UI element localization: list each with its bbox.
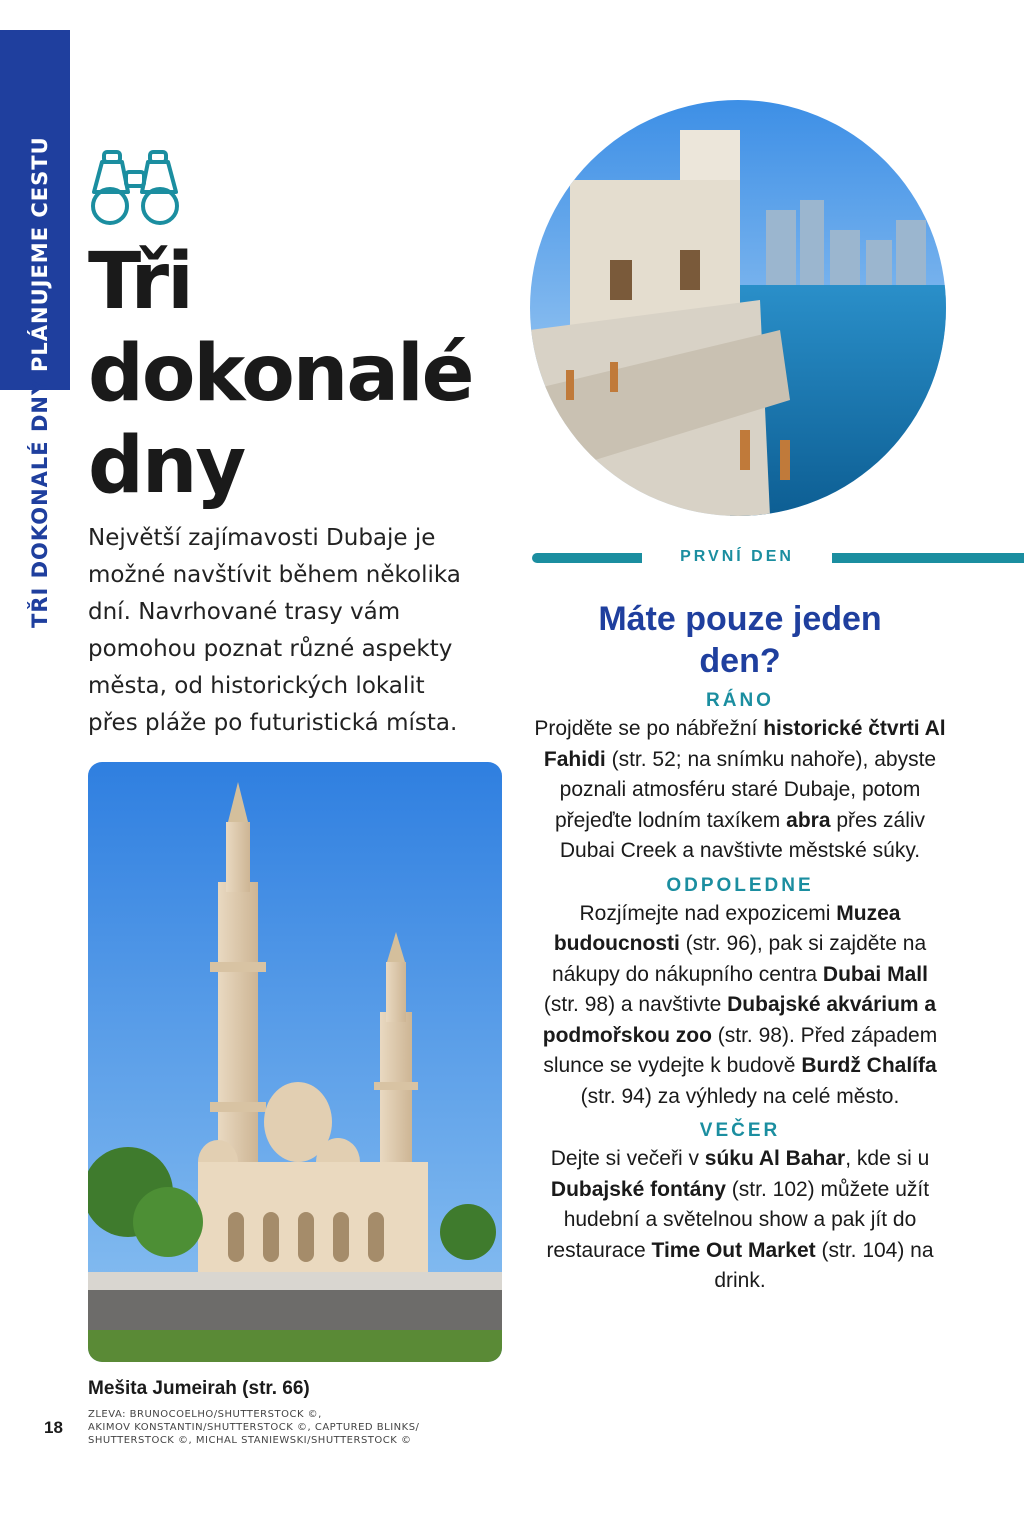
intro-line: dní. Navrhované trasy vám [88, 599, 401, 625]
photo-credits [88, 1408, 508, 1447]
title-line: dokonalé [88, 329, 473, 419]
subsection-tab-label: TŘI DOKONALÉ DNY [28, 378, 52, 628]
title-line: Tři [88, 237, 192, 327]
morning-text [532, 714, 948, 867]
mosque-caption: Mešita Jumeirah (str. 66) [88, 1378, 310, 1399]
highlight: Dubai Mall [822, 962, 928, 986]
binoculars-icon [88, 148, 182, 226]
mosque-illustration [88, 762, 502, 1362]
intro-line: přes pláže po futuristická místa. [88, 710, 458, 736]
text-run: Rozjímejte nad expozicemi [579, 901, 837, 925]
bar-right [832, 553, 1024, 563]
evening-text [532, 1144, 948, 1297]
text-run: (str. 96), pak si zajděte na nákupy do nákupního centra [552, 932, 927, 986]
text-run: (str. 102) můžete užít hudební a světelnou show a pak jít do restaurace [546, 1177, 930, 1262]
intro-line: pomohou poznat různé aspekty [88, 636, 453, 662]
text-run: (str. 52; na snímku nahoře), abyste poznali atmosféru staré Dubaje, potom přejeďte lodním taxíkem [554, 747, 937, 832]
page-number: 18 [44, 1418, 63, 1437]
intro-line: města, od historických lokalit [88, 673, 425, 699]
credit-line: AKIMOV KONSTANTIN/SHUTTERSTOCK ©, CAPTURED BLINKS/ [88, 1422, 420, 1433]
creek-illustration [530, 100, 946, 516]
text-run: (str. 94) za výhledy na celé město. [580, 1084, 900, 1108]
text-run: (str. 98) a navštivte [543, 993, 728, 1016]
day-header-bar [532, 548, 1024, 568]
text-run: (str. 98). Před západem slunce se vydejte k budově [543, 1023, 938, 1077]
day-title [532, 598, 948, 682]
itinerary [532, 598, 948, 1297]
text-run: Projděte se po nábřežní [534, 717, 764, 740]
text-run: přes záliv Dubai Creek a navštivte městské súky. [559, 808, 926, 862]
intro-line: Největší zajímavosti Dubaje je [88, 525, 436, 551]
highlight: Muzea budoucnosti [553, 901, 901, 955]
afternoon-heading: ODPOLEDNE [666, 874, 814, 896]
al-fahidi-photo [530, 100, 946, 516]
section-tab-label: PLÁNUJEME CESTU [28, 136, 52, 372]
title-line: dny [88, 421, 245, 511]
highlight: Dubajské akvárium a podmořskou zoo [542, 993, 937, 1047]
text-run: , kde si u [845, 1147, 930, 1170]
highlight: Burdž Chalífa [801, 1054, 937, 1077]
mosque-photo [88, 762, 502, 1362]
day-label: PRVNÍ DEN [680, 548, 794, 565]
text-run: (str. 104) na drink. [714, 1238, 934, 1292]
morning-heading: RÁNO [706, 690, 774, 711]
highlight: historické čtvrti Al Fahidi [543, 717, 946, 771]
highlight: Dubajské fontány [550, 1177, 726, 1201]
highlight: Time Out Market [651, 1238, 816, 1262]
credit-line: ZLEVA: BRUNOCOELHO/SHUTTERSTOCK ©, [88, 1409, 322, 1420]
afternoon-text [532, 899, 948, 1113]
evening-heading: VEČER [699, 1120, 781, 1141]
bar-left [532, 553, 642, 563]
highlight: abra [786, 808, 831, 832]
day-title-line: den? [699, 642, 781, 680]
intro-paragraph [88, 520, 488, 742]
highlight: súku Al Bahar [704, 1147, 846, 1170]
page-title [88, 236, 473, 512]
text-run: Dejte si večeři v [550, 1147, 705, 1170]
intro-line: možné navštívit během několika [88, 562, 461, 588]
credit-line: SHUTTERSTOCK ©, MICHAL STANIEWSKI/SHUTTERSTOCK © [88, 1435, 412, 1446]
day-title-line: Máte pouze jeden [598, 600, 882, 638]
